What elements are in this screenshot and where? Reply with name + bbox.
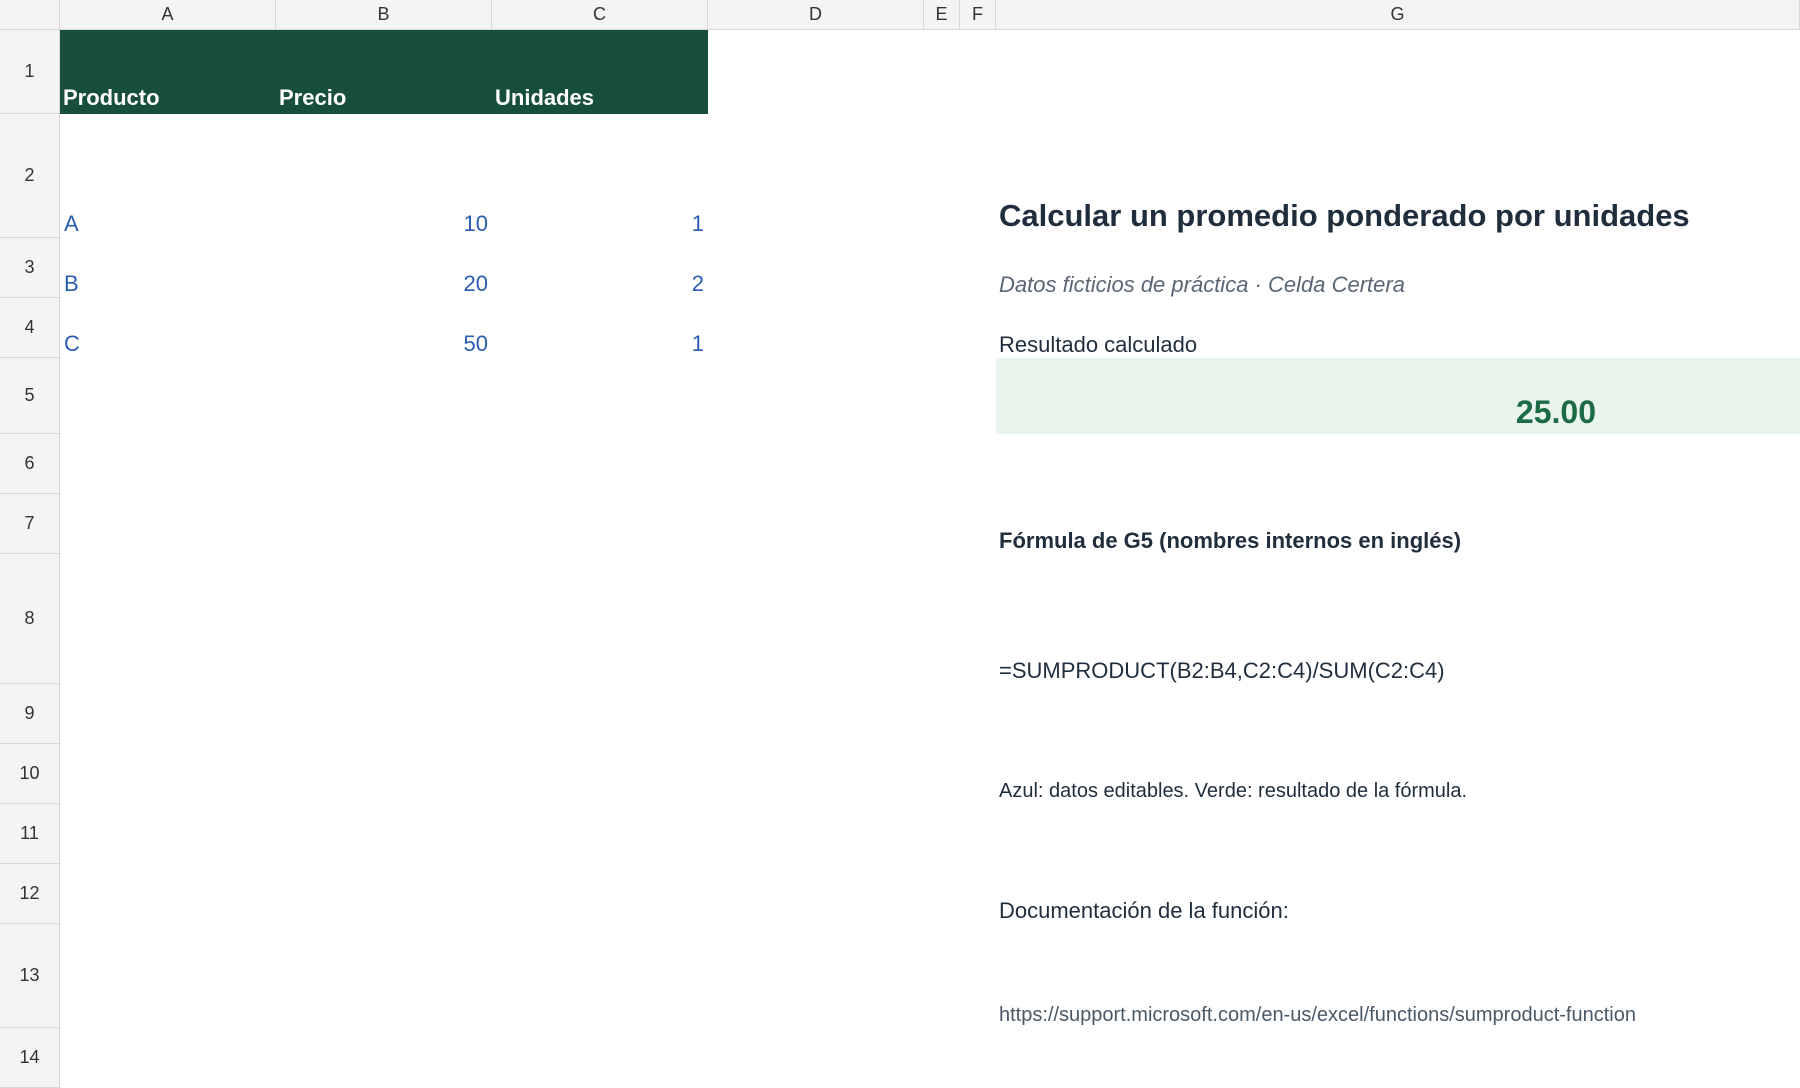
panel-subtitle[interactable]: Datos ficticios de práctica · Celda Certera [999, 272, 1405, 297]
cell-c4[interactable]: 1 [691, 331, 704, 356]
color-legend-note[interactable]: Azul: datos editables. Verde: resultado de la fórmula. [999, 780, 1468, 802]
row-header-12[interactable]: 12 [0, 864, 60, 924]
row-header-13[interactable]: 13 [0, 924, 60, 1028]
row-header-9[interactable]: 9 [0, 684, 60, 744]
documentation-url[interactable]: https://support.microsoft.com/en-us/excel/functions/sumproduct-function [999, 1004, 1636, 1026]
cell-c2[interactable]: 1 [691, 211, 704, 236]
column-header-d[interactable]: D [708, 0, 924, 30]
row-header-6[interactable]: 6 [0, 434, 60, 494]
column-header-g[interactable]: G [996, 0, 1800, 30]
row-header-1[interactable]: 1 [0, 30, 60, 114]
row-header-7[interactable]: 7 [0, 494, 60, 554]
row-header-10[interactable]: 10 [0, 744, 60, 804]
column-header-f[interactable]: F [960, 0, 996, 30]
cell-a3[interactable]: B [64, 271, 79, 296]
result-value: 25.00 [1515, 394, 1596, 430]
cell-b3[interactable]: 20 [463, 271, 488, 296]
row-header-8[interactable]: 8 [0, 554, 60, 684]
panel-title[interactable]: Calcular un promedio ponderado por unidades [999, 198, 1690, 233]
row-header-11[interactable]: 11 [0, 804, 60, 864]
cell-c3[interactable]: 2 [691, 271, 704, 296]
cell-a2[interactable]: A [64, 211, 79, 236]
row-header-3[interactable]: 3 [0, 238, 60, 298]
result-label[interactable]: Resultado calculado [999, 332, 1198, 357]
cell-a4[interactable]: C [64, 331, 80, 356]
select-all-corner[interactable] [0, 0, 60, 30]
cell-b4[interactable]: 50 [463, 331, 488, 356]
cell-b2[interactable]: 10 [463, 211, 488, 236]
documentation-label[interactable]: Documentación de la función: [999, 898, 1289, 923]
column-header-a[interactable]: A [60, 0, 276, 30]
cell-b1-precio-header[interactable]: Precio [279, 85, 347, 110]
cell-c1-unidades-header[interactable]: Unidades [495, 85, 595, 110]
row-header-4[interactable]: 4 [0, 298, 60, 358]
formula-text[interactable]: =SUMPRODUCT(B2:B4,C2:C4)/SUM(C2:C4) [999, 658, 1445, 683]
column-header-b[interactable]: B [276, 0, 492, 30]
cell-a1-producto-header[interactable]: Producto [63, 85, 160, 110]
row-header-5[interactable]: 5 [0, 358, 60, 434]
result-cell-g5[interactable] [996, 358, 1800, 434]
row-header-14[interactable]: 14 [0, 1028, 60, 1088]
formula-title[interactable]: Fórmula de G5 (nombres internos en inglés) [999, 528, 1462, 553]
column-header-c[interactable]: C [492, 0, 708, 30]
column-header-e[interactable]: E [924, 0, 960, 30]
row-header-2[interactable]: 2 [0, 114, 60, 238]
